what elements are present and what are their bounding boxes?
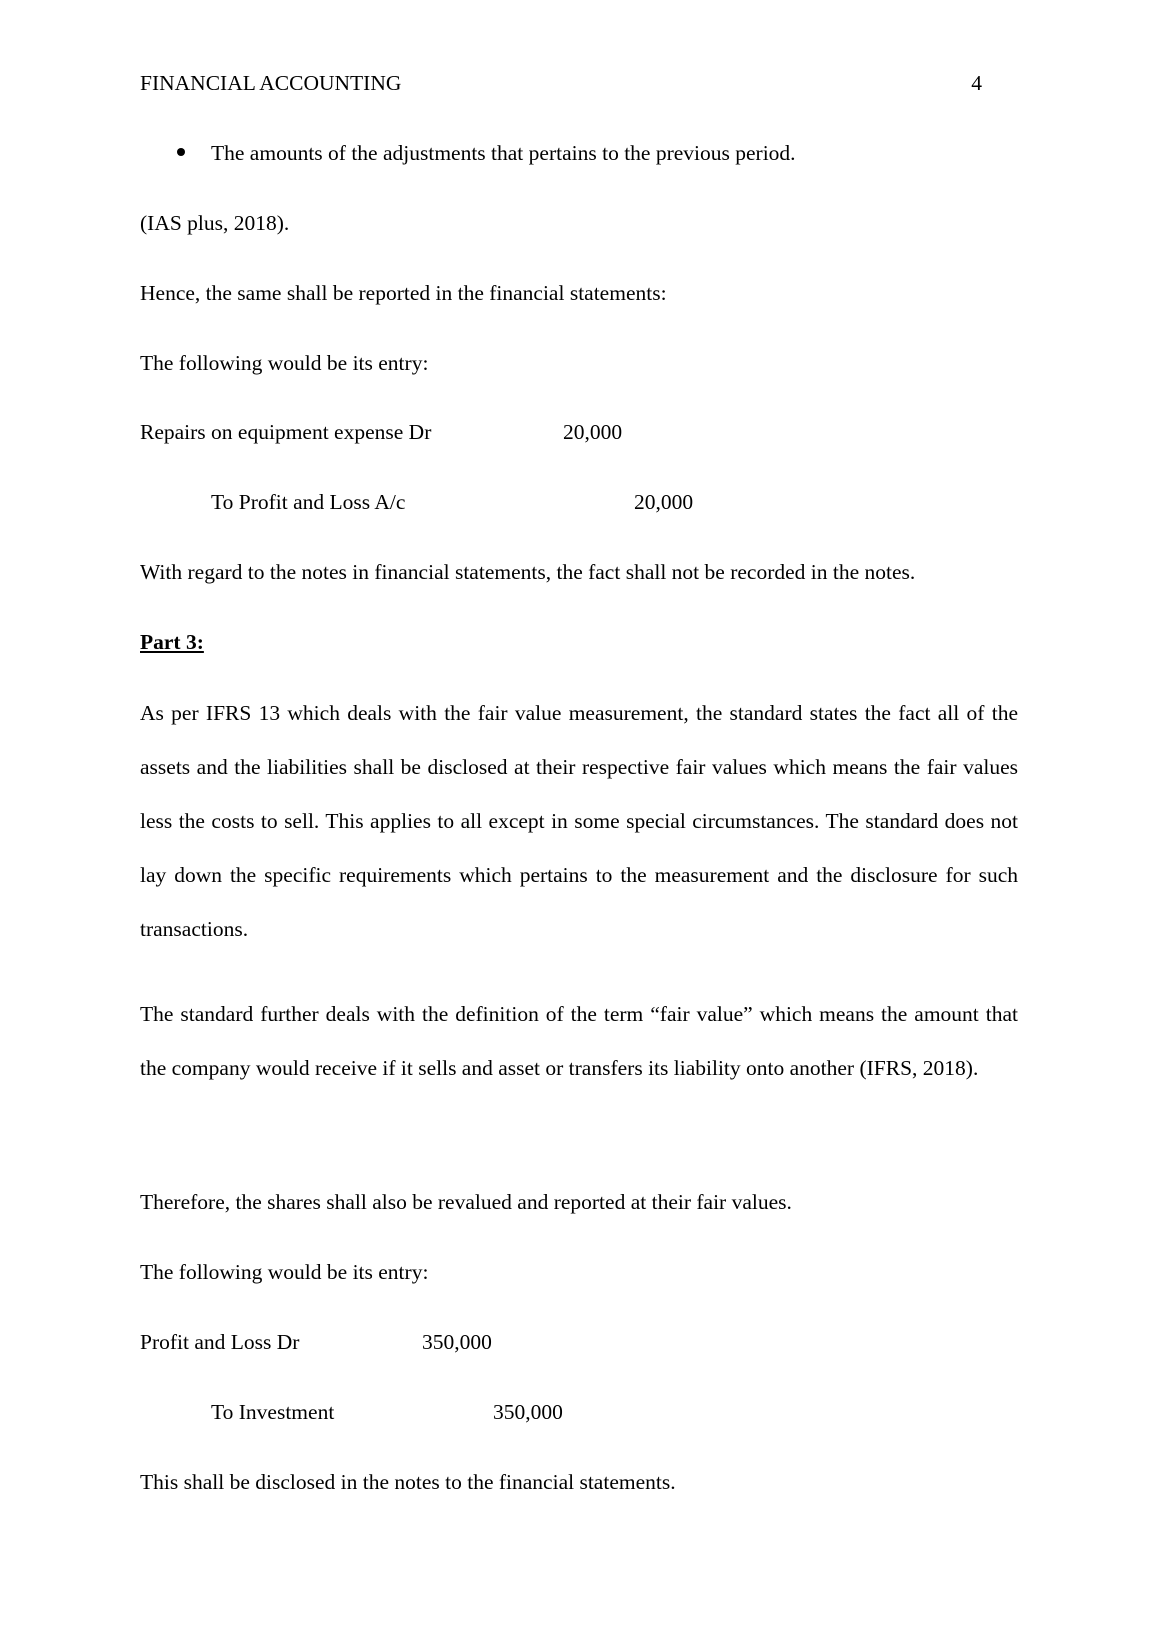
paragraph-ifrs-13: As per IFRS 13 which deals with the fair value measurement, the standard states the fact all of the assets and the liabilities shall be disclosed at their respective fair values which means the fair values less the costs to sell. This applies to all except in some special circumstances. The standard does not lay down the specific requirements which pertains to the measurement and the disclosure for such transactions.: [140, 701, 1018, 941]
paragraph-disclosed: This shall be disclosed in the notes to the financial statements.: [140, 1470, 676, 1494]
part-3-heading: Part 3:: [140, 630, 204, 654]
journal-2-credit-label: To Investment: [211, 1400, 335, 1424]
running-header-title: FINANCIAL ACCOUNTING: [140, 71, 402, 95]
citation-ias-plus: (IAS plus, 2018).: [140, 211, 290, 235]
journal-1-debit-label: Repairs on equipment expense Dr: [140, 420, 432, 444]
paragraph-entry-intro-2: The following would be its entry:: [140, 1260, 429, 1284]
paragraph-notes: With regard to the notes in financial statements, the fact shall not be recorded in the notes.: [140, 560, 916, 584]
journal-2-debit-label: Profit and Loss Dr: [140, 1330, 300, 1354]
journal-2-credit-amount: 350,000: [493, 1400, 563, 1424]
paragraph-hence: Hence, the same shall be reported in the financial statements:: [140, 281, 667, 305]
journal-2-debit-amount: 350,000: [422, 1330, 492, 1354]
page-number: 4: [971, 71, 982, 95]
journal-1-credit-label: To Profit and Loss A/c: [211, 490, 406, 514]
bullet-item-text: The amounts of the adjustments that pertains to the previous period.: [211, 141, 796, 165]
paragraph-entry-intro-1: The following would be its entry:: [140, 351, 429, 375]
paragraph-fair-value-definition: The standard further deals with the definition of the term “fair value” which means the amount that the company would receive if it sells and asset or transfers its liability onto another (IFRS, 2018).: [140, 1002, 1018, 1080]
bullet-icon: [177, 148, 185, 156]
journal-1-debit-amount: 20,000: [563, 420, 623, 444]
paragraph-therefore: Therefore, the shares shall also be revalued and reported at their fair values.: [140, 1190, 792, 1214]
journal-1-credit-amount: 20,000: [634, 490, 694, 514]
